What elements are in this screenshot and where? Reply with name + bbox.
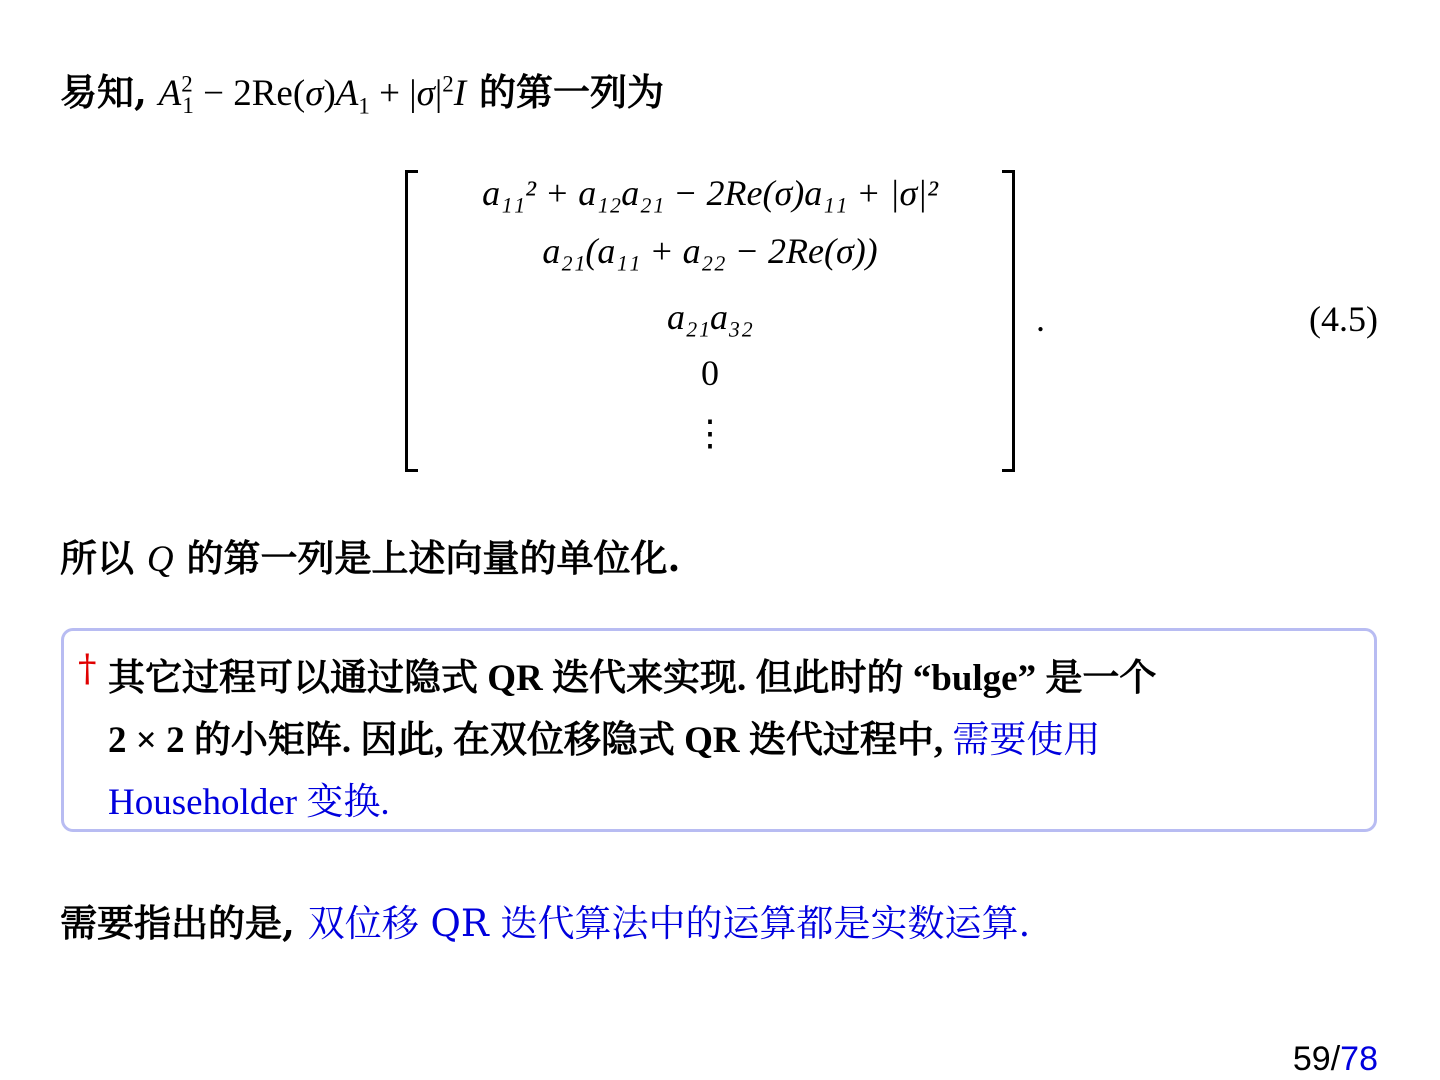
intro-prefix: 易知, [60, 70, 147, 114]
remark-box [61, 628, 1377, 832]
matrix-row-2: a₂₁(a₁₁ + a₂₂ − 2Re(σ)) [542, 231, 878, 271]
column-vector-matrix [405, 166, 1015, 472]
remark-line-2: 2 × 2 的小矩阵. 因此, 在双位移隐式 QR 迭代过程中, 需要使用 [108, 720, 1101, 761]
remark-line-1: 其它过程可以通过隐式 QR 迭代来实现. 但此时的 “bulge” 是一个 [108, 658, 1157, 699]
after-line [60, 528, 680, 582]
final-line [60, 893, 1030, 947]
dagger-marker: † [78, 647, 97, 690]
matrix-row-3: a₂₁a₃₂ [666, 297, 754, 337]
final-prefix: 需要指出的是, [60, 901, 308, 945]
remark-emphasis-2: Householder 变换. [108, 782, 390, 823]
remark-emphasis-1: 需要使用 [952, 720, 1101, 761]
page-number: 59/78 [1292, 1040, 1378, 1078]
intro-expression: $A^2_1 - 2Re(\sigma)A_1 + |\sigma|^2I$ [158, 71, 467, 119]
q-symbol: Q [146, 539, 174, 580]
equation-number: (4.5) [1309, 299, 1378, 339]
after-suffix: 的第一列是上述向量的单位化. [173, 536, 681, 580]
matrix-period: . [1036, 299, 1045, 339]
final-emphasis: 双位移 QR 迭代算法中的运算都是实数运算. [307, 902, 1031, 945]
matrix-row-5: ⋮ [692, 413, 728, 453]
matrix-row-4: 0 [701, 353, 719, 393]
matrix-row-1: a₁₁² + a₁₂a₂₁ − 2Re(σ)a₁₁ + |σ|² [482, 173, 938, 213]
intro-line [60, 62, 664, 119]
page-current: 59 [1292, 1040, 1331, 1078]
page-total-link[interactable]: 78 [1340, 1040, 1378, 1078]
intro-suffix: 的第一列为 [466, 70, 664, 114]
remark-line-3 [108, 771, 390, 825]
after-prefix: 所以 [60, 536, 147, 580]
